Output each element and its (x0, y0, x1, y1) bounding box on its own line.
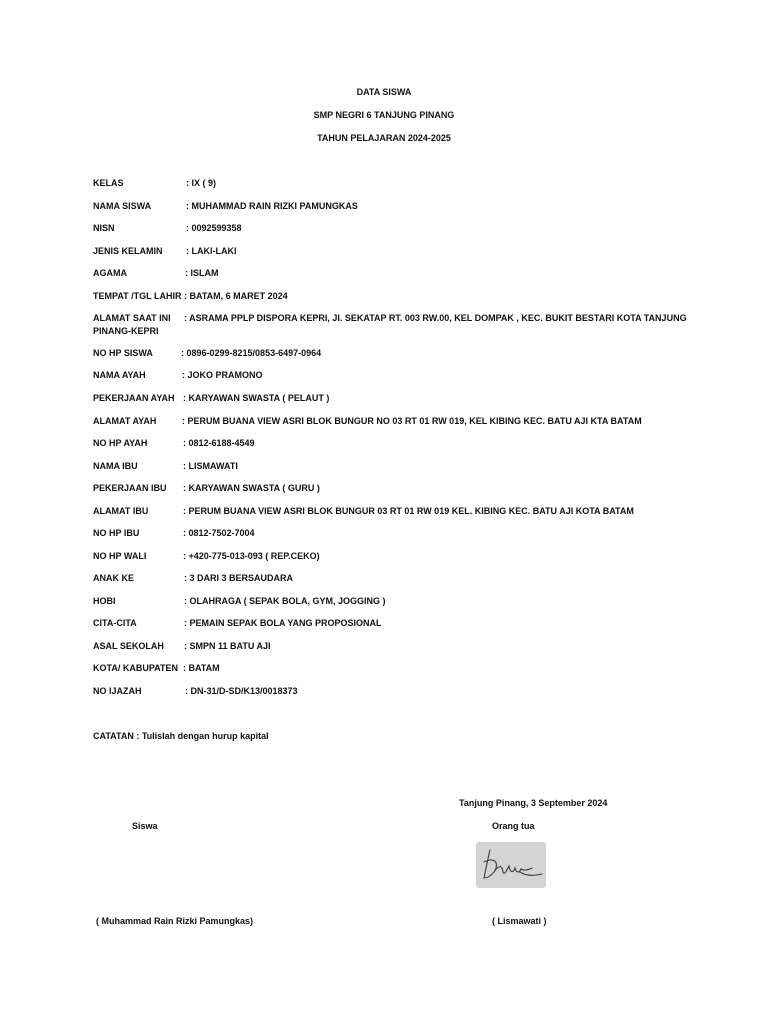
note: CATATAN : Tulislah dengan hurup kapital (93, 731, 269, 741)
field-label: NO HP AYAH (93, 438, 148, 448)
field-value: : ASRAMA PPLP DISPORA KEPRI, JI. SEKATAP RT. 003 RW.00, KEL DOMPAK , KEC. BUKIT BESTARI KOTA TANJUNG (184, 313, 687, 323)
field-label: CITA-CITA (93, 618, 137, 628)
academic-year: TAHUN PELAJARAN 2024-2025 (317, 133, 451, 143)
field-label: NAMA IBU (93, 461, 138, 471)
field-value: : OLAHRAGA ( SEPAK BOLA, GYM, JOGGING ) (184, 596, 386, 606)
field-label: NO HP WALI (93, 551, 147, 561)
field-label: NO HP SISWA (93, 348, 153, 358)
field-label: ASAL SEKOLAH (93, 641, 164, 651)
handwritten-signature (476, 842, 546, 888)
parent-signature-image (476, 842, 546, 888)
parent-name-signature: ( Lismawati ) (492, 916, 547, 926)
field-value: : 3 DARI 3 BERSAUDARA (184, 573, 294, 583)
field-value: : DN-31/D-SD/K13/0018373 (185, 686, 298, 696)
field-value: : 0896-0299-8215/0853-6497-0964 (181, 348, 322, 358)
parent-signature-label: Orang tua (492, 821, 535, 831)
field-label: JENIS KELAMIN (93, 246, 163, 256)
student-name-signature: ( Muhammad Rain Rizki Pamungkas) (96, 916, 254, 926)
field-label-continuation: PINANG-KEPRI (93, 326, 159, 336)
field-value: : +420-775-013-093 ( REP.CEKO) (183, 551, 320, 561)
field-label: ALAMAT AYAH (93, 416, 157, 426)
place-date: Tanjung Pinang, 3 September 2024 (459, 798, 608, 808)
field-value: : ISLAM (185, 268, 219, 278)
field-label: NO HP IBU (93, 528, 140, 538)
field-value: : SMPN 11 BATU AJI (184, 641, 271, 651)
field-value: : PERUM BUANA VIEW ASRI BLOK BUNGUR 03 RT 01 RW 019 KEL. KIBING KEC. BATU AJI KOTA BATAM (183, 506, 634, 516)
field-value: : 0812-6188-4549 (183, 438, 255, 448)
field-label: KELAS (93, 178, 124, 188)
field-value: : KARYAWAN SWASTA ( GURU ) (183, 483, 320, 493)
field-value: : LISMAWATI (183, 461, 238, 471)
field-label: PEKERJAAN IBU (93, 483, 167, 493)
field-value: : PEMAIN SEPAK BOLA YANG PROPOSIONAL (184, 618, 382, 628)
field-label: HOBI (93, 596, 116, 606)
field-label: AGAMA (93, 268, 127, 278)
student-signature-label: Siswa (132, 821, 158, 831)
school-name: SMP NEGRI 6 TANJUNG PINANG (313, 110, 455, 120)
field-value: : BATAM (183, 663, 220, 673)
field-label: NAMA SISWA (93, 201, 152, 211)
field-value: : IX ( 9) (186, 178, 217, 188)
field-label: NO IJAZAH (93, 686, 142, 696)
field-value: : 0812-7502-7004 (183, 528, 255, 538)
document-title: DATA SISWA (356, 87, 412, 97)
field-value: : MUHAMMAD RAIN RIZKI PAMUNGKAS (186, 201, 358, 211)
field-label: PEKERJAAN AYAH (93, 393, 175, 403)
field-label: NAMA AYAH (93, 370, 146, 380)
field-label: ALAMAT IBU (93, 506, 149, 516)
field-value: : LAKI-LAKI (186, 246, 237, 256)
field-label: TEMPAT /TGL LAHIR (93, 291, 182, 301)
field-value: : KARYAWAN SWASTA ( PELAUT ) (183, 393, 330, 403)
field-label: KOTA/ KABUPATEN (93, 663, 178, 673)
field-value: : BATAM, 6 MARET 2024 (184, 291, 288, 301)
field-label: ANAK KE (93, 573, 135, 583)
field-value: : PERUM BUANA VIEW ASRI BLOK BUNGUR NO 03 RT 01 RW 019, KEL KIBING KEC. BATU AJI KTA BATAM (182, 416, 642, 426)
field-value: : JOKO PRAMONO (182, 370, 263, 380)
field-label: ALAMAT SAAT INI (93, 313, 171, 323)
field-value: : 0092599358 (186, 223, 242, 233)
field-label: NISN (93, 223, 115, 233)
